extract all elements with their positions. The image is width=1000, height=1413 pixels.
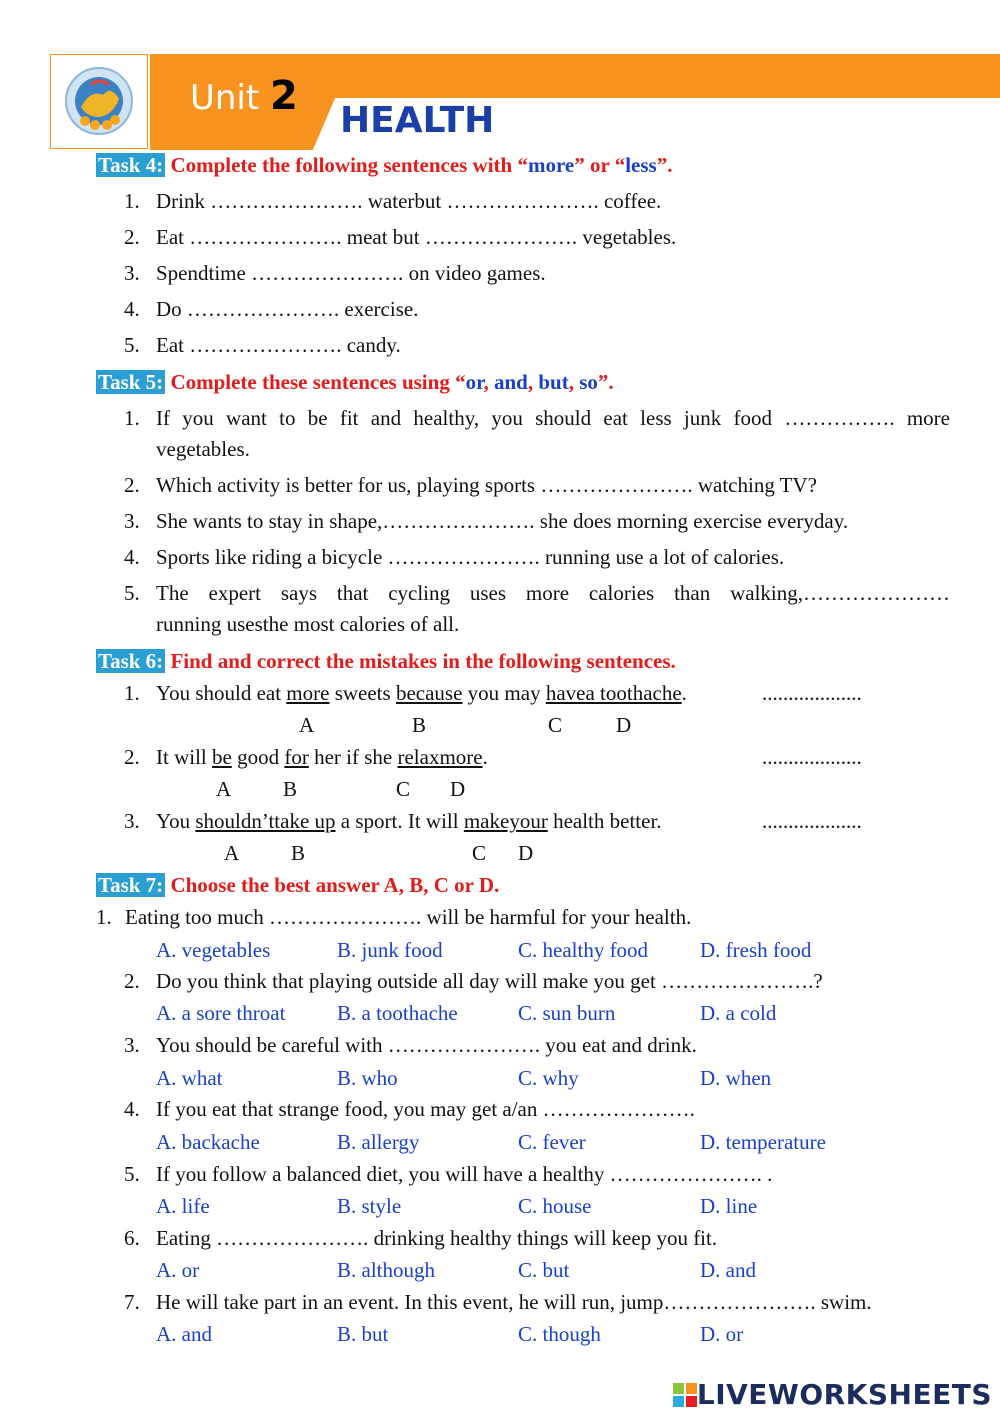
task6-label: Task 6: [98, 649, 164, 673]
task6-answer-blank-2[interactable]: ................... [762, 745, 862, 769]
task7-q2-option-a[interactable]: A. a sore throat [156, 1001, 286, 1025]
task6-s1-num: 1. [124, 681, 140, 705]
task6-s1-letter-d: D [616, 713, 632, 737]
globe-logo-icon [51, 55, 147, 148]
task7-q7-text: He will take part in an event. In this event, he will run, jump…………………. swim. [156, 1290, 872, 1314]
task4-item-5: Eat …………………. candy. [156, 333, 401, 357]
task5-item-2: Which activity is better for us, playing sports …………………. watching TV? [156, 473, 817, 497]
task7-q3-num: 3. [124, 1033, 140, 1057]
task7-q7-option-c[interactable]: C. though [518, 1322, 601, 1346]
task7-q2-option-d[interactable]: D. a cold [700, 1001, 777, 1025]
task6-sentence-2: It will be good for her if she relaxmore. [156, 745, 488, 769]
task6-s3-letter-b: B [291, 841, 306, 865]
task7-q3-option-b[interactable]: B. who [337, 1066, 398, 1090]
task7-q2-option-b[interactable]: B. a toothache [337, 1001, 458, 1025]
task4-item-1: Drink …………………. waterbut …………………. coffee. [156, 189, 662, 213]
task7-q5-text: If you follow a balanced diet, you will have a healthy …………………. . [156, 1162, 773, 1186]
task7-q5-option-a[interactable]: A. life [156, 1194, 210, 1218]
task6-answer-blank-1[interactable]: ................... [762, 681, 862, 705]
task7-q4-option-d[interactable]: D. temperature [700, 1130, 826, 1154]
task7-q1-option-b[interactable]: B. junk food [337, 938, 443, 962]
task6-s1-letter-b: B [412, 713, 427, 737]
task7-q4-text: If you eat that strange food, you may get a/an …………………. [156, 1097, 695, 1121]
task5-item-1-line1: If you want to be fit and healthy, you should eat less junk food ……………. more [156, 406, 950, 430]
liveworksheets-logo-icon [673, 1383, 697, 1407]
task4-item-4-num: 4. [124, 297, 140, 321]
task7-q2-option-c[interactable]: C. sun burn [518, 1001, 616, 1025]
task6-s3-letter-d: D [518, 841, 534, 865]
task7-q1-num: 1. [96, 905, 112, 929]
task4-item-5-num: 5. [124, 333, 140, 357]
task5-item-1-line2: vegetables. [156, 437, 250, 461]
task7-heading: Task 7: Choose the best answer A, B, C or D. [98, 873, 500, 897]
task7-q4-option-a[interactable]: A. backache [156, 1130, 260, 1154]
task6-s1-letter-a: A [299, 713, 315, 737]
task5-heading: Task 5: Complete these sentences using “or, and, but, so”. [98, 370, 614, 394]
task7-q5-option-b[interactable]: B. style [337, 1194, 402, 1218]
task7-q7-option-d[interactable]: D. or [700, 1322, 744, 1346]
task7-q3-option-c[interactable]: C. why [518, 1066, 579, 1090]
task7-q3-option-d[interactable]: D. when [700, 1066, 772, 1090]
task6-s2-letter-d: D [450, 777, 466, 801]
task7-q6-option-b[interactable]: B. although [337, 1258, 435, 1282]
task5-item-3-num: 3. [124, 509, 140, 533]
unit-label: Unit 2 [190, 73, 298, 119]
task5-item-4: Sports like riding a bicycle …………………. running use a lot of calories. [156, 545, 785, 569]
task7-q3-text: You should be careful with …………………. you eat and drink. [156, 1033, 697, 1057]
task5-label: Task 5: [98, 370, 164, 394]
task7-q5-option-d[interactable]: D. line [700, 1194, 758, 1218]
task7-q2-num: 2. [124, 969, 140, 993]
task6-heading: Task 6: Find and correct the mistakes in the following sentences. [98, 649, 676, 673]
task4-heading: Task 4: Complete the following sentences with “more” or “less”. [98, 153, 673, 177]
task6-s3-num: 3. [124, 809, 140, 833]
unit-number: 2 [270, 73, 298, 119]
task4-item-2-num: 2. [124, 225, 140, 249]
task4-item-4: Do …………………. exercise. [156, 297, 419, 321]
task5-item-5-line2: running usesthe most calories of all. [156, 612, 460, 636]
task7-q5-num: 5. [124, 1162, 140, 1186]
task7-q4-num: 4. [124, 1097, 140, 1121]
task5-item-2-num: 2. [124, 473, 140, 497]
task4-item-2: Eat …………………. meat but …………………. vegetables. [156, 225, 677, 249]
task7-q4-option-b[interactable]: B. allergy [337, 1130, 420, 1154]
task4-item-3: Spendtime …………………. on video games. [156, 261, 546, 285]
task5-item-1-num: 1. [124, 406, 140, 430]
task6-s3-letter-c: C [472, 841, 487, 865]
task4-item-3-num: 3. [124, 261, 140, 285]
task7-label: Task 7: [98, 873, 164, 897]
task7-q1-text: Eating too much …………………. will be harmful for your health. [125, 905, 692, 929]
task7-q3-option-a[interactable]: A. what [156, 1066, 223, 1090]
task7-q6-num: 6. [124, 1226, 140, 1250]
task5-item-4-num: 4. [124, 545, 140, 569]
task7-q2-text: Do you think that playing outside all day will make you get ………………….? [156, 969, 823, 993]
task6-sentence-1: You should eat more sweets because you may havea toothache. [156, 681, 687, 705]
task7-q7-option-b[interactable]: B. but [337, 1322, 389, 1346]
task7-q1-option-a[interactable]: A. vegetables [156, 938, 271, 962]
task7-q1-option-c[interactable]: C. healthy food [518, 938, 649, 962]
task7-q6-option-c[interactable]: C. but [518, 1258, 570, 1282]
task4-label: Task 4: [98, 153, 164, 177]
task7-q6-option-a[interactable]: A. or [156, 1258, 200, 1282]
task5-item-5-line1: The expert says that cycling uses more calories than walking,………………… [156, 581, 950, 605]
page-title: HEALTH [340, 100, 495, 141]
school-logo [50, 54, 148, 149]
task7-q4-option-c[interactable]: C. fever [518, 1130, 586, 1154]
task7-q1-option-d[interactable]: D. fresh food [700, 938, 812, 962]
task6-s3-letter-a: A [224, 841, 240, 865]
task6-s2-num: 2. [124, 745, 140, 769]
task7-q6-text: Eating …………………. drinking healthy things will keep you fit. [156, 1226, 718, 1250]
task4-item-1-num: 1. [124, 189, 140, 213]
task7-q7-option-a[interactable]: A. and [156, 1322, 212, 1346]
task5-item-3: She wants to stay in shape,…………………. she does morning exercise everyday. [156, 509, 849, 533]
task6-sentence-3: You shouldn’ttake up a sport. It will makeyour health better. [156, 809, 662, 833]
task6-answer-blank-3[interactable]: ................... [762, 809, 862, 833]
task6-s2-letter-b: B [283, 777, 298, 801]
task5-item-5-num: 5. [124, 581, 140, 605]
task7-q5-option-c[interactable]: C. house [518, 1194, 592, 1218]
task7-q6-option-d[interactable]: D. and [700, 1258, 756, 1282]
liveworksheets-brand: LIVEWORKSHEETS [673, 1378, 992, 1411]
task6-s1-letter-c: C [548, 713, 563, 737]
task6-s2-letter-a: A [216, 777, 232, 801]
task7-q7-num: 7. [124, 1290, 140, 1314]
task6-s2-letter-c: C [396, 777, 411, 801]
